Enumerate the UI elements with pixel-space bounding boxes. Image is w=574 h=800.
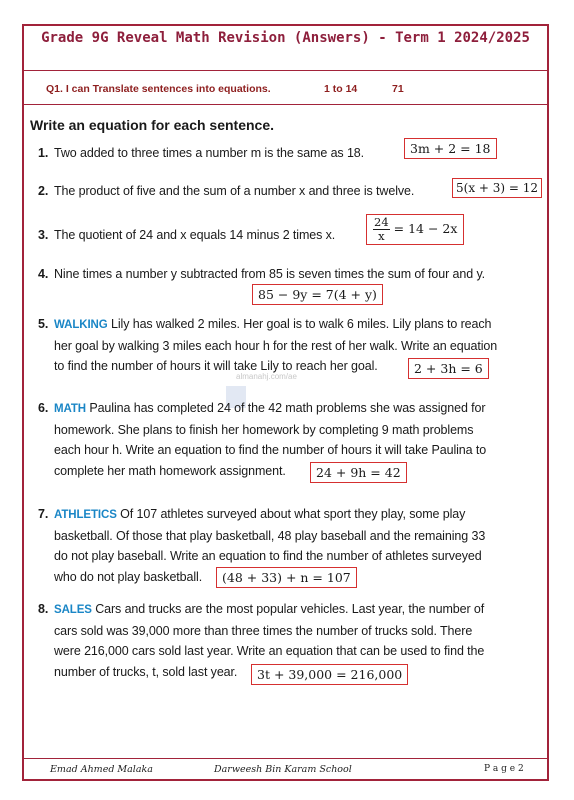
problem-text: do not play baseball. Write an equation to find the number of athletes surveyed bbox=[54, 549, 482, 563]
footer-author: Emad Ahmed Malaka bbox=[50, 764, 153, 775]
answer-box-7: (48 + 33) + n = 107 bbox=[216, 567, 357, 588]
problem-1 bbox=[38, 143, 365, 164]
instructions: Write an equation for each sentence. bbox=[30, 117, 275, 133]
problem-text: Cars and trucks are the most popular vehicles. Last year, the number of bbox=[95, 602, 485, 616]
problem-text: Paulina has completed 24 of the 42 math problems she was assigned for bbox=[89, 401, 486, 415]
answer-box-3 bbox=[366, 214, 464, 245]
problem-text: who do not play basketball. bbox=[54, 569, 203, 584]
problem-text: The product of five and the sum of a number x and three is twelve. bbox=[54, 184, 415, 198]
answer-box-5: 2 + 3h = 6 bbox=[408, 358, 489, 379]
problem-6 bbox=[38, 398, 487, 481]
problem-text: Two added to three times a number m is the same as 18. bbox=[54, 146, 365, 160]
problem-keyword: ATHLETICS bbox=[54, 509, 117, 521]
problem-text: her goal by walking 3 miles each hour h for the rest of her walk. Write an equation bbox=[54, 338, 498, 353]
answer-box-2: 5(x + 3) = 12 bbox=[452, 178, 542, 198]
problem-4 bbox=[38, 264, 486, 285]
problem-number: 6. bbox=[38, 401, 49, 415]
problem-keyword: WALKING bbox=[54, 319, 108, 331]
footer-divider bbox=[22, 758, 549, 759]
problem-number: 2. bbox=[38, 184, 49, 198]
answer-fraction bbox=[373, 216, 390, 243]
problem-keyword: SALES bbox=[54, 604, 92, 616]
problem-text: Of 107 athletes surveyed about what sport they play, some play bbox=[120, 507, 466, 521]
objective-page: 71 bbox=[392, 83, 404, 95]
problem-text: to find the number of hours it will take Lily to reach her goal. bbox=[54, 359, 378, 373]
problem-number: 7. bbox=[38, 507, 49, 521]
problem-text: homework. She plans to finish her homework by completing 9 math problems bbox=[54, 422, 474, 437]
problem-text: Lily has walked 2 miles. Her goal is to walk 6 miles. Lily plans to reach bbox=[110, 317, 492, 331]
answer-box-1: 3m + 2 = 18 bbox=[404, 138, 497, 159]
answer-box-4: 85 − 9y = 7(4 + y) bbox=[252, 284, 383, 305]
problem-text: each hour h. Write an equation to find the number of hours it will take Paulina to bbox=[54, 443, 487, 457]
answer-box-8: 3t + 39,000 = 216,000 bbox=[251, 664, 408, 685]
problem-number: 3. bbox=[38, 228, 49, 242]
problem-number: 4. bbox=[38, 267, 49, 281]
fraction-numerator: 24 bbox=[374, 215, 389, 229]
header-divider bbox=[22, 70, 549, 71]
answer-box-6: 24 + 9h = 42 bbox=[310, 462, 407, 483]
problem-text: cars sold was 39,000 more than three times the number of trucks sold. There bbox=[54, 623, 473, 638]
problem-keyword: MATH bbox=[54, 403, 86, 415]
footer-school: Darweesh Bin Karam School bbox=[214, 764, 352, 775]
problem-number: 1. bbox=[38, 146, 49, 160]
objective-divider bbox=[22, 104, 549, 105]
problem-text: number of trucks, t, sold last year. bbox=[54, 664, 238, 679]
problem-text: The quotient of 24 and x equals 14 minus 2 times x. bbox=[54, 228, 336, 242]
problem-number: 8. bbox=[38, 602, 49, 616]
problem-3 bbox=[38, 225, 336, 246]
problem-text: basketball. Of those that play basketball, 48 play baseball and the remaining 33 bbox=[54, 528, 486, 543]
page-title: Grade 9G Reveal Math Revision (Answers) - Term 1 2024/2025 bbox=[41, 30, 530, 46]
answer-rest: = 14 − 2x bbox=[393, 221, 458, 236]
problem-line bbox=[54, 398, 486, 420]
watermark-text: almanahj.com/ae bbox=[236, 372, 297, 381]
problem-text: complete her math homework assignment. bbox=[54, 463, 286, 478]
problem-2 bbox=[38, 181, 415, 202]
objective-label: Q1. I can Translate sentences into equations. bbox=[46, 83, 271, 95]
footer-page: P a g e 2 bbox=[484, 764, 524, 774]
problem-text: Nine times a number y subtracted from 85 is seven times the sum of four and y. bbox=[54, 267, 486, 281]
fraction-denominator: x bbox=[378, 229, 385, 243]
objective-range: 1 to 14 bbox=[324, 83, 358, 95]
problem-number: 5. bbox=[38, 317, 49, 331]
problem-line bbox=[54, 504, 485, 526]
problem-line bbox=[54, 314, 497, 336]
problem-text: were 216,000 cars sold last year. Write an equation that can be used to find the bbox=[54, 644, 485, 658]
problem-line bbox=[54, 599, 484, 621]
